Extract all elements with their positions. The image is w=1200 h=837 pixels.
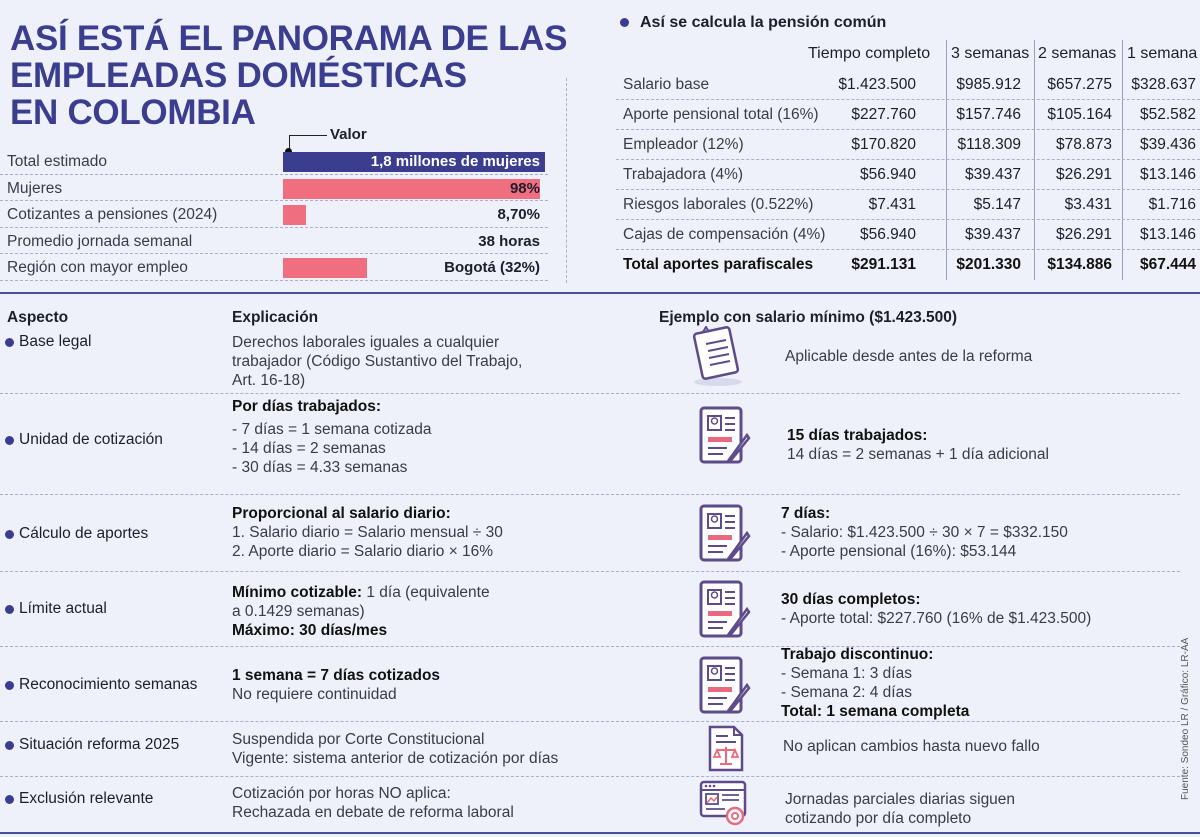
table-row — [616, 100, 1200, 130]
explanation: Cotización por horas NO aplica: Rechazada en debate de reforma laboral — [232, 785, 514, 821]
bar-value-label: 1,8 millones de mujeres — [370, 153, 540, 170]
legal-document-scale-icon — [706, 724, 746, 774]
horizontal-rule — [0, 292, 1200, 294]
bullet-icon — [5, 741, 14, 750]
explanation: 1 semana = 7 días cotizados No requiere continuidad — [232, 667, 441, 703]
bar — [283, 258, 367, 278]
bar-value-label: Bogotá (32%) — [444, 259, 540, 276]
explanation-header: Explicación — [232, 309, 319, 326]
bar-row — [0, 228, 548, 255]
aspect-label: Límite actual — [19, 600, 107, 617]
legend-leader-line — [289, 135, 327, 136]
table-cell: $56.940 — [859, 166, 916, 183]
table-cell: $985.912 — [956, 76, 1021, 93]
table-cell: $170.820 — [851, 136, 916, 153]
col-header-1w: 1 semana — [1127, 45, 1198, 62]
bar — [283, 179, 540, 199]
bar-value-label: 8,70% — [497, 206, 540, 223]
bar-value-label: 38 horas — [478, 232, 540, 250]
table-cell: $157.746 — [956, 106, 1021, 123]
row-label: Salario base — [623, 76, 710, 93]
explanation: Por días trabajados: - 7 días = 1 semana cotizada - 14 días = 2 semanas - 30 días = 4.33 semanas — [232, 398, 432, 476]
table-row — [616, 190, 1200, 220]
row-label: Riesgos laborales (0.522%) — [623, 196, 814, 213]
col-header-3w: 3 semanas — [951, 45, 1030, 62]
example-text: No aplican cambios hasta nuevo fallo — [783, 738, 1040, 755]
table-cell: $13.146 — [1139, 226, 1196, 243]
table-cell: $52.582 — [1139, 106, 1196, 123]
table-cell: $26.291 — [1055, 226, 1112, 243]
table-cell: $7.431 — [868, 196, 916, 213]
section-divider — [566, 78, 567, 283]
pension-heading: Así se calcula la pensión común — [640, 14, 887, 31]
table-row — [616, 220, 1200, 250]
table-cell: $1.423.500 — [838, 76, 916, 93]
page-title — [10, 20, 570, 131]
bar-category-label: Cotizantes a pensiones (2024) — [7, 206, 218, 223]
example-text: Trabajo discontinuo: - Semana 1: 3 días - Semana 2: 4 días Total: 1 semana completa — [781, 646, 970, 720]
bar-category-label: Región con mayor empleo — [7, 259, 188, 276]
aspect-label: Situación reforma 2025 — [19, 736, 180, 753]
explanation: Mínimo cotizable: 1 día (equivalente a 0.1429 semanas) Máximo: 30 días/mes — [232, 584, 490, 639]
bullet-icon — [620, 18, 629, 27]
table-cell: $39.436 — [1139, 136, 1196, 153]
table-cell: $291.131 — [851, 256, 916, 273]
bullet-icon — [5, 605, 14, 614]
aspect-label: Cálculo de aportes — [19, 525, 149, 542]
example-header: Ejemplo con salario mínimo ($1.423.500) — [659, 309, 958, 326]
title-line-3: EN COLOMBIA — [10, 93, 256, 132]
table-cell: $3.431 — [1064, 196, 1112, 213]
table-cell: $201.330 — [956, 256, 1021, 273]
aspect-label: Exclusión relevante — [19, 790, 154, 807]
col-header-full: Tiempo completo — [808, 45, 931, 62]
resume-pen-icon — [697, 579, 753, 641]
bar-category-label: Mujeres — [7, 179, 63, 197]
table-cell: $67.444 — [1139, 256, 1196, 273]
title-line-2: EMPLEADAS DOMÉSTICAS — [10, 56, 467, 95]
legend-label: Valor — [330, 126, 367, 143]
bar-category-label: Total estimado — [7, 153, 107, 170]
aspect-header: Aspecto — [7, 309, 69, 326]
table-cell: $657.275 — [1047, 76, 1112, 93]
browser-settings-icon — [699, 780, 749, 828]
table-cell: $26.291 — [1055, 166, 1112, 183]
example-text: Jornadas parciales diarias siguen cotizando por día completo — [785, 791, 1016, 827]
table-row — [616, 70, 1200, 100]
document-clip-icon — [691, 326, 747, 388]
table-row — [616, 130, 1200, 160]
table-cell: $5.147 — [973, 196, 1021, 213]
explanation: Proporcional al salario diario: 1. Salario diario = Salario mensual ÷ 30 2. Aporte diario = Salario diario × 16% — [232, 505, 503, 560]
table-cell: $134.886 — [1047, 256, 1112, 273]
title-line-1: ASÍ ESTÁ EL PANORAMA DE LAS — [10, 19, 568, 58]
aspect-label: Unidad de cotización — [19, 431, 163, 448]
table-cell: $39.437 — [964, 166, 1021, 183]
table-cell: $56.940 — [859, 226, 916, 243]
bar-row — [0, 201, 548, 228]
resume-pen-icon — [697, 503, 753, 565]
aspect-label: Base legal — [19, 333, 92, 350]
row-label: Empleador (12%) — [623, 136, 744, 153]
explanation: Suspendida por Corte Constitucional Vigente: sistema anterior de cotización por días — [232, 731, 559, 767]
source-credit: Fuente: Sondeo LR / Gráfico: LR-AA — [1180, 637, 1191, 800]
resume-pen-icon — [697, 655, 753, 717]
explanation: Derechos laborales iguales a cualquier trabajador (Código Sustantivo del Trabajo, Art. 16-18) — [232, 334, 523, 389]
bullet-icon — [5, 681, 14, 690]
resume-pen-icon — [697, 405, 753, 467]
example-text: 15 días trabajados: 14 días = 2 semanas + 1 día adicional — [787, 427, 1049, 463]
table-row — [616, 160, 1200, 190]
table-cell: $1.716 — [1148, 196, 1196, 213]
bullet-icon — [5, 530, 14, 539]
example-text: Aplicable desde antes de la reforma — [785, 348, 1033, 365]
row-label: Aporte pensional total (16%) — [623, 106, 819, 123]
table-cell: $13.146 — [1139, 166, 1196, 183]
table-cell: $227.760 — [851, 106, 916, 123]
row-label: Total aportes parafiscales — [623, 256, 814, 273]
table-cell: $328.637 — [1131, 76, 1196, 93]
bullet-icon — [5, 338, 14, 347]
table-row — [616, 250, 1200, 280]
bar-row — [0, 175, 548, 202]
horizontal-rule — [0, 832, 1200, 834]
example-text: 7 días: - Salario: $1.423.500 ÷ 30 × 7 = $332.150 - Aporte pensional (16%): $53.144 — [781, 505, 1068, 560]
aspect-label: Reconocimiento semanas — [19, 676, 198, 693]
bar-category-label: Promedio jornada semanal — [7, 232, 193, 250]
table-cell: $39.437 — [964, 226, 1021, 243]
bar-row — [0, 148, 548, 175]
table-cell: $78.873 — [1055, 136, 1112, 153]
bar-row — [0, 254, 548, 281]
table-cell: $118.309 — [957, 136, 1021, 153]
row-label: Cajas de compensación (4%) — [623, 226, 826, 243]
col-header-2w: 2 semanas — [1038, 45, 1117, 62]
table-cell: $105.164 — [1047, 106, 1112, 123]
example-text: 30 días completos: - Aporte total: $227.760 (16% de $1.423.500) — [781, 591, 1092, 627]
bar-value-label: 98% — [509, 179, 540, 197]
row-label: Trabajadora (4%) — [623, 166, 744, 183]
bar — [283, 205, 306, 225]
bullet-icon — [5, 436, 14, 445]
bullet-icon — [5, 795, 14, 804]
